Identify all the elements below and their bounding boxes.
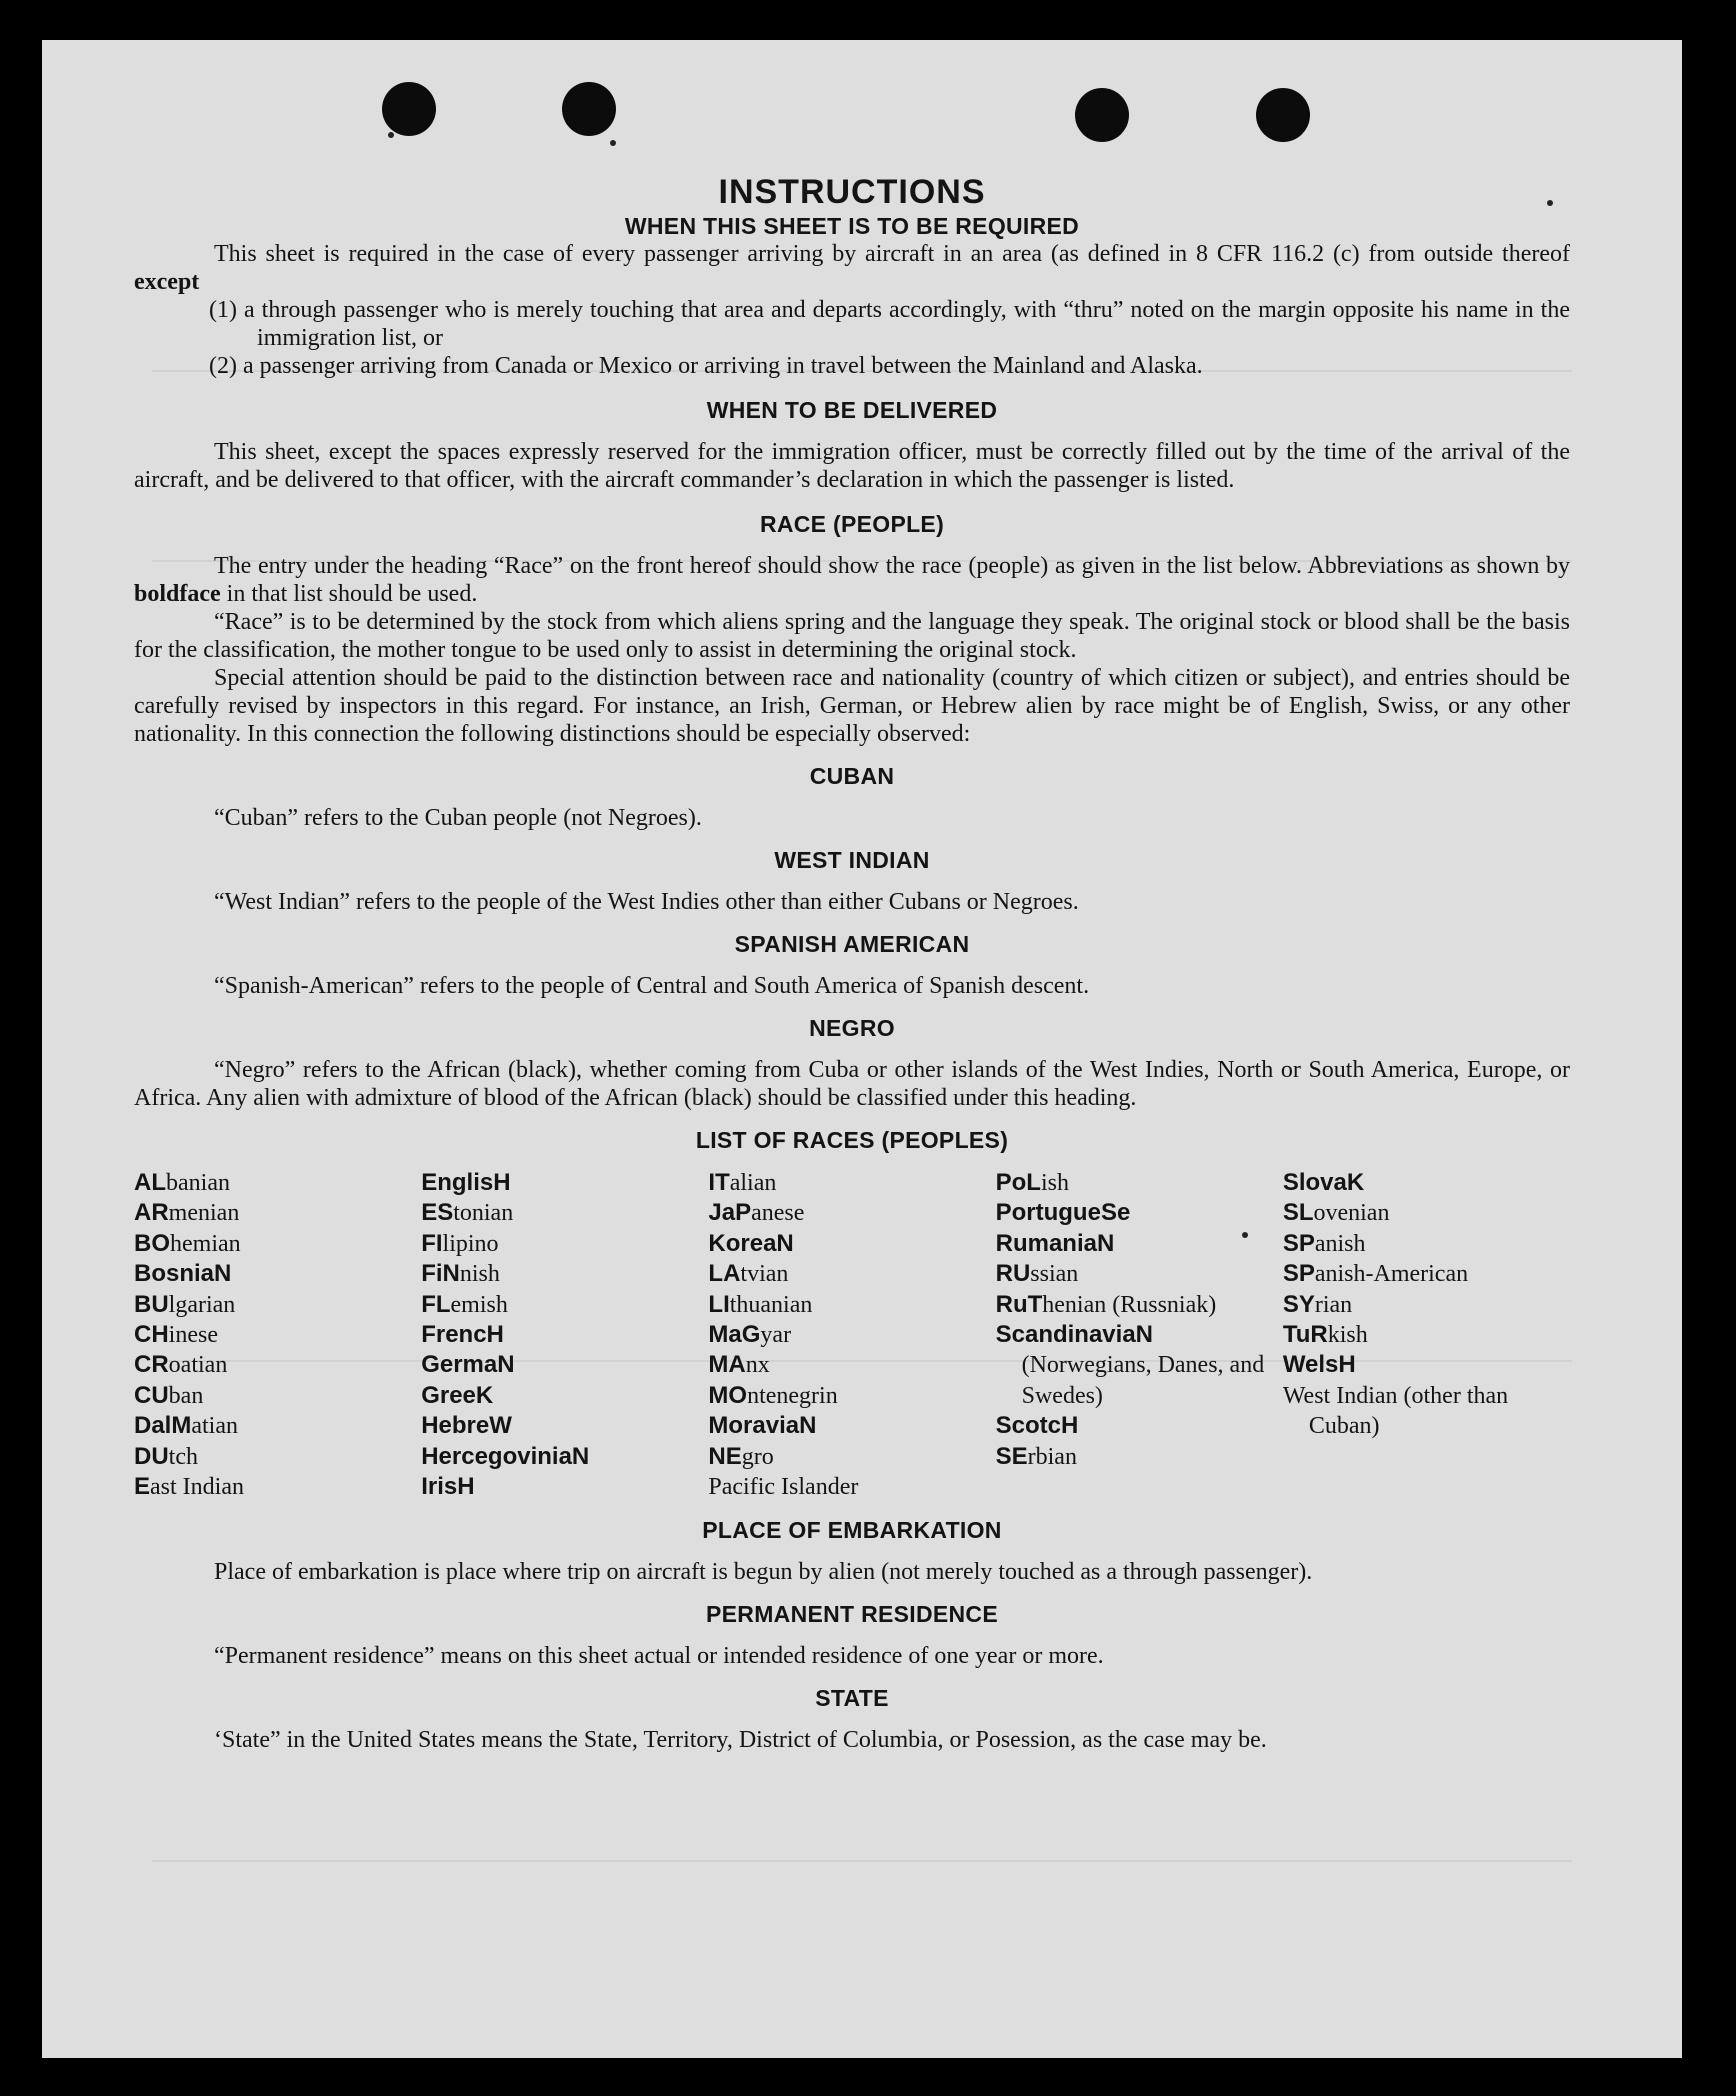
race-entry	[421, 1350, 708, 1380]
race-name-rest: tch	[168, 1443, 198, 1470]
race-name-rest: henian (Russniak)	[1042, 1291, 1217, 1318]
race-name-rest: kish	[1327, 1322, 1368, 1349]
race-name-rest: ast Indian	[150, 1474, 244, 1501]
race-abbreviation: FL	[421, 1290, 451, 1318]
race-entry	[708, 1411, 995, 1441]
race-name-rest: ntenegrin	[747, 1382, 838, 1409]
spanish-american-text: “Spanish-American” refers to the people of Central and South America of Spanish descent.	[214, 973, 1090, 999]
race-abbreviation: MA	[708, 1351, 746, 1379]
race-abbreviation: NE	[708, 1442, 742, 1470]
race-entry	[421, 1381, 708, 1411]
race-entry	[996, 1320, 1283, 1411]
race-entry	[708, 1290, 995, 1320]
embarkation-text: Place of embarkation is place where trip on aircraft is begun by alien (not merely touched as a through passenger).	[214, 1559, 1313, 1586]
race-entry	[1283, 1229, 1570, 1259]
race-name-rest: menian	[168, 1200, 240, 1227]
race-name-rest: atian	[191, 1413, 238, 1440]
state-heading: STATE	[815, 1685, 889, 1712]
race-entry	[996, 1442, 1283, 1472]
race-entry	[708, 1350, 995, 1380]
race-abbreviation: FiN	[421, 1260, 460, 1288]
negro-text: “Negro” refers to the African (black), whether coming from Cuba or other islands of the West Indies, North or South America, Europe, or Africa. Any alien with admixture of blood of the African (black) should be classified under this heading.	[134, 1057, 1570, 1111]
west-indian-heading: WEST INDIAN	[774, 847, 930, 873]
race-entry	[1283, 1381, 1570, 1442]
residence-text: “Permanent residence” means on this sheet actual or intended residence of one year or more.	[214, 1643, 1104, 1670]
race-paragraph-2: “Race” is to be determined by the stock from which aliens spring and the language they speak. The original stock or blood shall be the basis for the classification, the mother tongue to be used only to assist in determining the original stock.	[134, 609, 1570, 663]
race-name-rest: anese	[751, 1200, 805, 1227]
race-name-rest: alian	[729, 1170, 777, 1196]
race-entry	[1283, 1168, 1570, 1198]
race-entry	[134, 1198, 421, 1228]
race-abbreviation: KoreaN	[708, 1229, 794, 1257]
punch-hole	[382, 82, 436, 136]
race-entry	[421, 1411, 708, 1441]
race-entry	[996, 1198, 1283, 1228]
race-entry	[421, 1442, 708, 1472]
race-abbreviation: BO	[134, 1229, 170, 1257]
race-entry	[708, 1381, 995, 1411]
race-name-rest: gro	[741, 1443, 774, 1470]
race-name-rest: rbian	[1027, 1443, 1077, 1470]
when-required-intro: This sheet is required in the case of every passenger arriving by aircraft in an area (as defined in 8 CFR 116.2 (c) from outside thereof except	[134, 241, 1570, 295]
race-abbreviation: WelsH	[1282, 1351, 1356, 1379]
race-abbreviation: BosniaN	[134, 1260, 232, 1288]
when-delivered-heading: WHEN TO BE DELIVERED	[706, 397, 998, 423]
cuban-text: “Cuban” refers to the Cuban people (not Negroes).	[214, 805, 702, 831]
race-entry	[708, 1229, 995, 1259]
when-delivered-text: This sheet, except the spaces expressly reserved for the immigration officer, must be correctly filled out by the time of the arrival of the aircraft, and be delivered to that officer, with the aircraft commander’s declaration in which the passenger is listed.	[134, 439, 1570, 493]
race-abbreviation: SlovaK	[1282, 1169, 1365, 1196]
negro-heading: NEGRO	[809, 1015, 895, 1041]
exception-item-2: (2) a passenger arriving from Canada or Mexico or arriving in travel between the Mainland and Alaska.	[209, 353, 1203, 379]
race-entry	[996, 1290, 1283, 1320]
race-paragraph-1: The entry under the heading “Race” on the front hereof should show the race (people) as given in the list below. Abbreviations as shown by boldface in that list should be used.	[134, 553, 1570, 607]
race-abbreviation: PortugueSe	[995, 1199, 1131, 1227]
race-abbreviation: HebreW	[421, 1412, 512, 1440]
race-entry	[421, 1168, 708, 1198]
race-entry	[421, 1259, 708, 1289]
race-entry	[134, 1350, 421, 1380]
race-entry	[134, 1229, 421, 1259]
race-abbreviation: HercegoviniaN	[421, 1442, 590, 1470]
race-abbreviation: SP	[1282, 1260, 1315, 1288]
race-entry	[708, 1472, 995, 1502]
race-column	[134, 1168, 421, 1502]
race-abbreviation: LA	[708, 1260, 741, 1288]
race-name-rest: nx	[745, 1352, 770, 1379]
race-abbreviation: CH	[134, 1321, 169, 1349]
race-entry	[1283, 1350, 1570, 1380]
race-abbreviation: RumaniaN	[995, 1229, 1115, 1257]
west-indian-text: “West Indian” refers to the people of the West Indies other than either Cubans or Negroes.	[214, 889, 1079, 915]
race-name-rest: anish	[1314, 1230, 1366, 1257]
race-entry	[134, 1290, 421, 1320]
race-abbreviation: AL	[134, 1169, 166, 1196]
race-abbreviation: MoraviaN	[708, 1412, 817, 1440]
race-abbreviation: ScotcH	[995, 1412, 1079, 1440]
race-name-rest: West Indian (other than Cuban)	[1282, 1382, 1509, 1440]
list-of-races-heading: LIST OF RACES (PEOPLES)	[695, 1127, 1009, 1153]
race-abbreviation: RU	[995, 1260, 1031, 1288]
race-name-rest: lgarian	[168, 1291, 236, 1318]
punch-hole	[1256, 88, 1310, 142]
race-abbreviation: E	[134, 1473, 151, 1501]
exception-item-1: (1) a through passenger who is merely touching that area and departs accordingly, with “thru” noted on the margin opposite his name in the immigration list, or	[209, 297, 1570, 351]
race-entry	[421, 1198, 708, 1228]
race-abbreviation: IrisH	[421, 1473, 475, 1501]
race-abbreviation: FrencH	[421, 1321, 504, 1349]
race-column	[1283, 1168, 1570, 1502]
race-abbreviation: DalM	[134, 1412, 192, 1440]
race-abbreviation: IT	[708, 1169, 730, 1196]
race-name-rest: tonian	[453, 1200, 514, 1227]
race-name-rest: thuanian	[729, 1291, 813, 1318]
race-entry	[134, 1442, 421, 1472]
race-entry	[708, 1320, 995, 1350]
race-name-rest: Pacific Islander	[708, 1474, 859, 1501]
race-name-rest: ish	[1040, 1170, 1069, 1196]
race-abbreviation: ScandinaviaN	[995, 1321, 1154, 1349]
race-abbreviation: FI	[421, 1229, 443, 1257]
race-abbreviation: SL	[1282, 1199, 1314, 1227]
race-column	[996, 1168, 1283, 1502]
cuban-heading: CUBAN	[809, 763, 895, 789]
race-entry	[134, 1381, 421, 1411]
race-abbreviation: JaP	[708, 1199, 752, 1227]
race-abbreviation: GermaN	[421, 1351, 515, 1379]
race-name-rest: lipino	[442, 1230, 499, 1257]
residence-heading: PERMANENT RESIDENCE	[706, 1601, 998, 1628]
race-column	[708, 1168, 995, 1502]
race-abbreviation: GreeK	[421, 1381, 494, 1409]
race-entry	[421, 1290, 708, 1320]
race-abbreviation: EnglisH	[421, 1169, 511, 1196]
race-entry	[996, 1229, 1283, 1259]
race-entry	[421, 1229, 708, 1259]
race-abbreviation: AR	[134, 1199, 169, 1227]
race-name-rest: oatian	[168, 1352, 228, 1379]
punch-hole	[562, 82, 616, 136]
race-paragraph-3: Special attention should be paid to the distinction between race and nationality (country of which citizen or subject), and entries should be carefully revised by inspectors in this regard. For instance, an Irish, German, or Hebrew alien by race might be of English, Swiss, or any other nationality. In this connection the following distinctions should be especially observed:	[134, 665, 1570, 747]
race-abbreviation: LI	[708, 1290, 730, 1318]
race-entry	[421, 1320, 708, 1350]
race-name-rest: banian	[166, 1170, 230, 1196]
race-entry	[134, 1472, 421, 1502]
race-name-rest: tvian	[740, 1261, 789, 1288]
race-entry	[708, 1442, 995, 1472]
document-sheet	[42, 40, 1682, 2058]
race-column	[421, 1168, 708, 1502]
race-entry	[1283, 1320, 1570, 1350]
race-entry	[1283, 1198, 1570, 1228]
race-name-rest: ssian	[1030, 1261, 1079, 1288]
page-title: INSTRUCTIONS	[718, 173, 986, 211]
race-abbreviation: RuT	[995, 1290, 1043, 1318]
race-entry	[708, 1168, 995, 1198]
race-name-rest: emish	[450, 1291, 508, 1318]
race-abbreviation: CU	[134, 1381, 169, 1409]
race-name-rest: anish-American	[1314, 1261, 1469, 1288]
race-abbreviation: SP	[1282, 1229, 1315, 1257]
embarkation-heading: PLACE OF EMBARKATION	[702, 1517, 1002, 1544]
race-entry	[996, 1259, 1283, 1289]
race-name-rest: ovenian	[1313, 1200, 1390, 1227]
race-entry	[996, 1168, 1283, 1198]
race-abbreviation: TuR	[1282, 1321, 1328, 1349]
race-name-rest: nish	[459, 1261, 500, 1288]
race-name-rest: inese	[168, 1322, 218, 1349]
when-required-heading: WHEN THIS SHEET IS TO BE REQUIRED	[624, 213, 1080, 239]
race-entry	[1283, 1259, 1570, 1289]
race-entry	[708, 1198, 995, 1228]
race-name-rest: (Norwegians, Danes, and Swedes)	[1021, 1352, 1265, 1409]
race-abbreviation: SY	[1282, 1290, 1315, 1318]
race-abbreviation: ES	[421, 1199, 454, 1227]
race-name-rest: yar	[760, 1322, 792, 1349]
race-entry	[134, 1259, 421, 1289]
race-abbreviation: CR	[134, 1351, 169, 1379]
punch-hole	[1075, 88, 1129, 142]
race-abbreviation: SE	[995, 1442, 1028, 1470]
race-entry	[421, 1472, 708, 1502]
race-entry	[1283, 1290, 1570, 1320]
race-abbreviation: BU	[134, 1290, 169, 1318]
race-abbreviation: DU	[134, 1442, 169, 1470]
race-abbreviation: MO	[708, 1381, 748, 1409]
race-entry	[996, 1411, 1283, 1441]
race-abbreviation: PoL	[995, 1169, 1041, 1196]
race-name-rest: hemian	[170, 1230, 241, 1257]
race-entry	[134, 1168, 421, 1198]
race-entry	[134, 1411, 421, 1441]
spanish-american-heading: SPANISH AMERICAN	[734, 931, 970, 957]
race-entry	[134, 1320, 421, 1350]
race-abbreviation: MaG	[708, 1321, 761, 1349]
race-name-rest: ban	[168, 1382, 204, 1409]
race-entry	[708, 1259, 995, 1289]
instructions-content	[134, 172, 1570, 1754]
race-heading: RACE (PEOPLE)	[759, 511, 945, 537]
race-list	[134, 1168, 1570, 1502]
race-name-rest: rian	[1314, 1291, 1353, 1318]
state-text: ‘State” in the United States means the State, Territory, District of Columbia, or Posession, as the case may be.	[214, 1727, 1267, 1754]
